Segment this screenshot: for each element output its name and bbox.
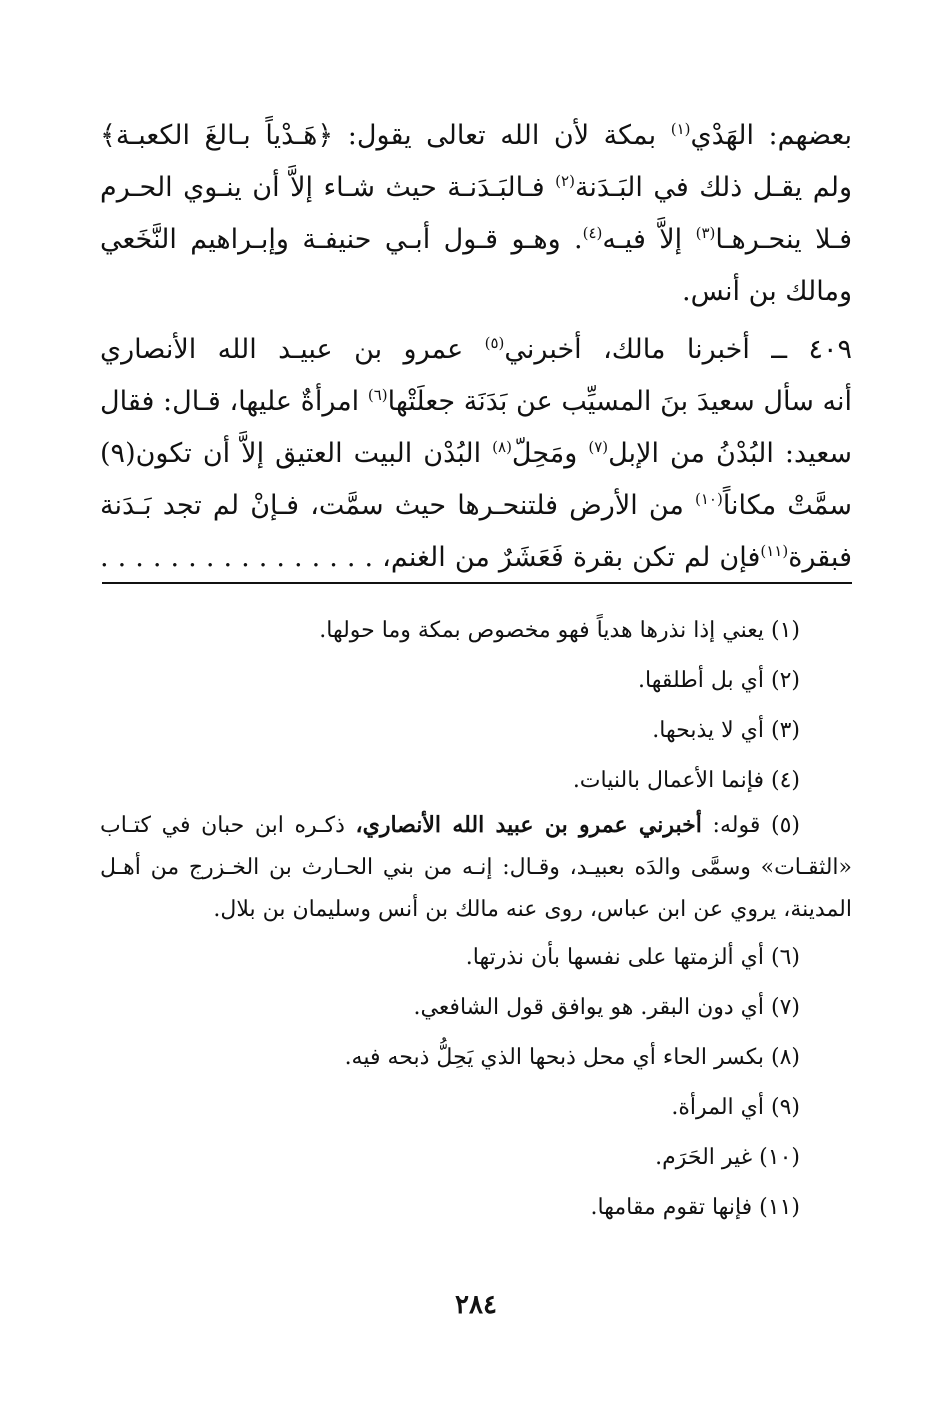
- footnote-5: (٥) قوله: أخبرني عمرو بن عبيد الله الأنصاري، ذكـره ابن حبان في كتـاب «الثقـات» وسمَّى والدَه بعبيـد، وقـال: إنـه من بني الحـارث بن الخـزرج من أهـل المدينة، يروي عن ابن عباس، روى عنه مالك بن أنس وسليمان بن بلال.: [100, 812, 852, 922]
- main-text: [100, 110, 852, 584]
- footnote-2: (٢) أي بل أطلقها.: [638, 668, 800, 693]
- footnote-7: (٧) أي دون البقر. هو يوافق قول الشافعي.: [413, 995, 800, 1020]
- footnote-9: (٩) أي المرأة.: [671, 1095, 800, 1120]
- text-line: سمَّتْ مكاناً$^{(١٠)}$ من الأرض فلتنحـرها حيث سمَّت، فـإنْ لم تجد بَـدَنة: [100, 490, 853, 521]
- paragraph-start: ٤٠٩ ــ أخبرنا مالك، أخبرني$^{(٥)}$ عمرو بن عبيـد الله الأنصاري: [100, 334, 852, 365]
- footnote-6: (٦) أي ألزمتها على نفسها بأن نذرتها.: [465, 945, 800, 970]
- text-line: أنه سأل سعيدَ بنَ المسيِّب عن بَدَنَة جعلَتْها$^{(٦)}$ امرأةٌ عليها، قـال: فقال: [100, 386, 852, 417]
- footnote-separator: [102, 582, 852, 584]
- footnote-4: (٤) فإنما الأعمال بالنيات.: [572, 768, 800, 793]
- text-line: سعيد: البُدْنُ من الإبل$^{(٧)}$ ومَحِلّ$^{(٨)}$ البُدْن البيت العتيق إلاَّ أن تكون(٩): [100, 438, 852, 469]
- text-line: بعضهم: الهَدْي$^{(١)}$ بمكة لأن الله تعالى يقول: ﴿هَـدْياً بـالغَ الكعبـة﴾: [100, 120, 852, 151]
- footnote-1: (١) يعني إذا نذرها هدياً فهو مخصوص بمكة وما حولها.: [319, 618, 800, 643]
- text-line: فـلا ينحـرهـا$^{(٣)}$ إلاَّ فيـه$^{(٤)}$. وهـو قـول أبـي حنيفـة وإبـراهيم النَّخَعي: [100, 224, 852, 255]
- text-line: ومالك بن أنس.: [682, 276, 852, 307]
- footnote-3: (٣) أي لا يذبحها.: [652, 718, 800, 743]
- page-number: ٢٨٤: [455, 1290, 497, 1320]
- footnote-10: (١٠) غير الحَرَم.: [655, 1145, 800, 1170]
- footnote-11: (١١) فإنها تقوم مقامها.: [590, 1195, 800, 1220]
- footnotes: [100, 606, 852, 1233]
- footnote-8: (٨) بكسر الحاء أي محل ذبحها الذي يَحِلُّ ذبحه فيه.: [344, 1045, 800, 1070]
- text-line: فبقرة$^{(١١)}$فإن لم تكن بقرة فَعَشَرٌ من الغنم، . . . . . . . . . . . . . . . .: [100, 542, 852, 573]
- text-line: ولم يقـل ذلك في البَـدَنة$^{(٢)}$ فـالبَـدَنـة حيث شـاء إلاَّ أن ينـوي الحـرم: [100, 172, 852, 203]
